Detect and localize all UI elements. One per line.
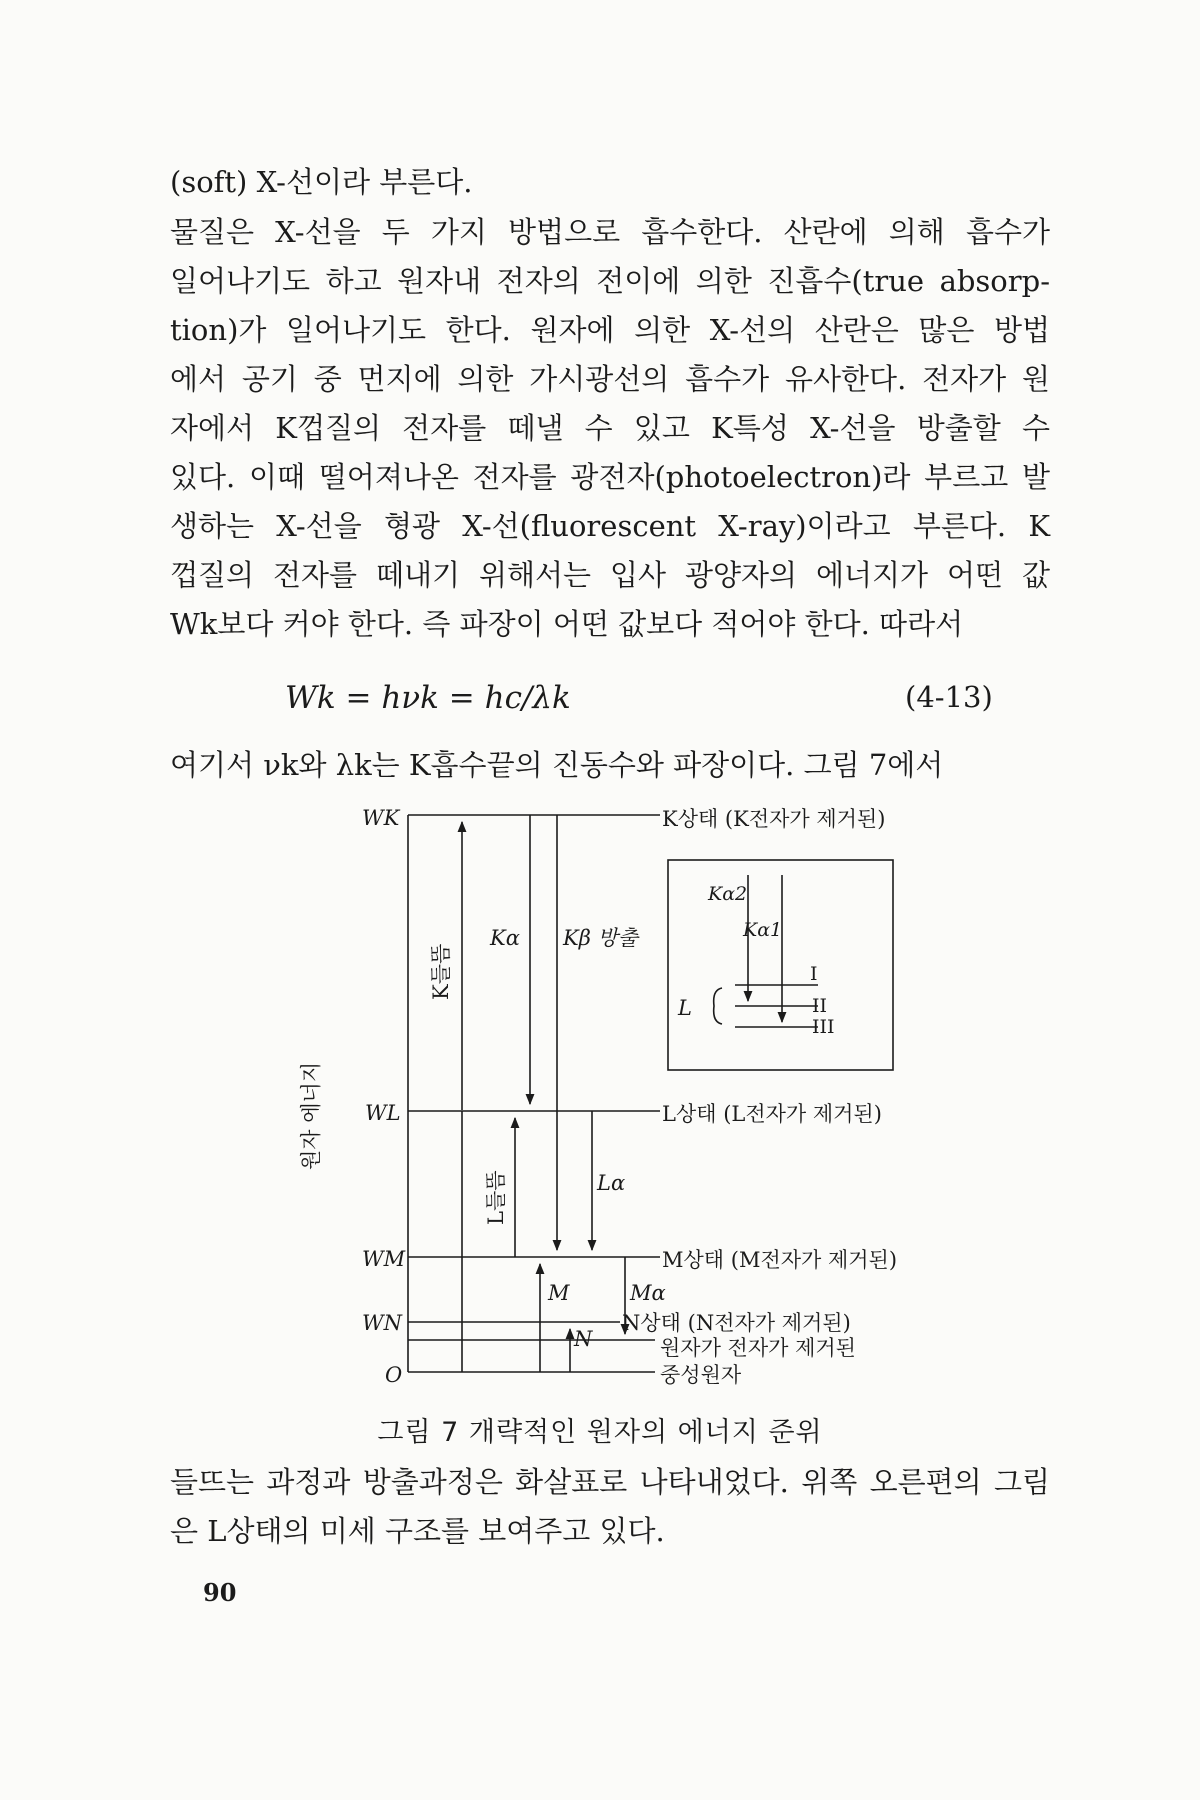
text-line: 껍질의 전자를 떼내기 위해서는 입사 광양자의 에너지가 어떤 값: [170, 558, 1050, 592]
k-excitation-label: K들뜸: [429, 943, 453, 1000]
n-state-label: N상태 (N전자가 제거된): [622, 1311, 851, 1335]
k-state-label: K상태 (K전자가 제거된): [662, 807, 886, 831]
l-excitation-label: L들뜸: [484, 1170, 508, 1225]
inset-shell-label: L: [678, 996, 692, 1020]
text-line: 일어나기도 하고 원자내 전자의 전이에 의한 진흡수(true absorp-: [170, 264, 1050, 298]
text-line: 에서 공기 중 먼지에 의한 가시광선의 흡수가 유사한다. 전자가 원: [170, 362, 1050, 396]
text-line: 생하는 X-선을 형광 X-선(fluorescent X-ray)이라고 부른다. K: [170, 509, 1050, 543]
neutral-atom-label-1: 원자가 전자가 제거된: [660, 1336, 856, 1360]
page-number: 90: [203, 1578, 237, 1607]
level-wm-label: WM: [362, 1247, 406, 1271]
inset-sub-ii-label: II: [812, 995, 828, 1017]
m-label: M: [548, 1281, 570, 1305]
text-line: 있다. 이때 떨어져나온 전자를 광전자(photoelectron)라 부르고 발: [170, 460, 1050, 494]
inset-brace: [714, 988, 722, 1024]
text-line: 여기서 νk와 λk는 K흡수끝의 진동수와 파장이다. 그림 7에서: [170, 748, 944, 782]
n-label: N: [574, 1327, 593, 1351]
m-state-label: M상태 (M전자가 제거된): [662, 1248, 898, 1272]
text-line: Wk보다 커야 한다. 즉 파장이 어떤 값보다 적어야 한다. 따라서: [170, 607, 964, 641]
level-wk-label: WK: [362, 806, 400, 830]
neutral-atom-label-2: 중성원자: [660, 1363, 742, 1387]
equation-number: (4-13): [905, 680, 993, 714]
text-line: tion)가 일어나기도 한다. 원자에 의한 X-선의 산란은 많은 방법: [170, 313, 1050, 347]
text-line: 자에서 K껍질의 전자를 떼낼 수 있고 K특성 X-선을 방출할 수: [170, 411, 1050, 445]
inset-sub-i-label: I: [810, 963, 818, 985]
inset-k-alpha2-label: Kα2: [708, 883, 748, 905]
text-line: 들뜨는 과정과 방출과정은 화살표로 나타내었다. 위쪽 오른편의 그림: [170, 1465, 1050, 1499]
inset-box: [668, 860, 893, 1070]
inset-k-alpha1-label: Kα1: [743, 919, 783, 941]
level-zero-label: O: [385, 1363, 403, 1387]
text-line: 물질은 X-선을 두 가지 방법으로 흡수한다. 산란에 의해 흡수가: [170, 215, 1050, 249]
figure-caption: 그림 7 개략적인 원자의 에너지 준위: [377, 1417, 823, 1448]
l-alpha-label: Lα: [597, 1171, 626, 1195]
k-beta-label: Kβ 방출: [563, 926, 639, 950]
level-wn-label: WN: [362, 1311, 402, 1335]
text-line: 은 L상태의 미세 구조를 보여주고 있다.: [170, 1514, 665, 1548]
l-state-label: L상태 (L전자가 제거된): [662, 1102, 882, 1126]
m-alpha-label: Mα: [630, 1281, 666, 1305]
level-wl-label: WL: [365, 1101, 401, 1125]
y-axis-label: 원자 에너지: [299, 1061, 323, 1170]
inset-sub-iii-label: III: [812, 1016, 835, 1038]
text-line: (soft) X-선이라 부른다.: [170, 165, 473, 199]
k-alpha-label: Kα: [490, 926, 520, 950]
equation: Wk = hνk = hc/λk: [285, 680, 571, 716]
